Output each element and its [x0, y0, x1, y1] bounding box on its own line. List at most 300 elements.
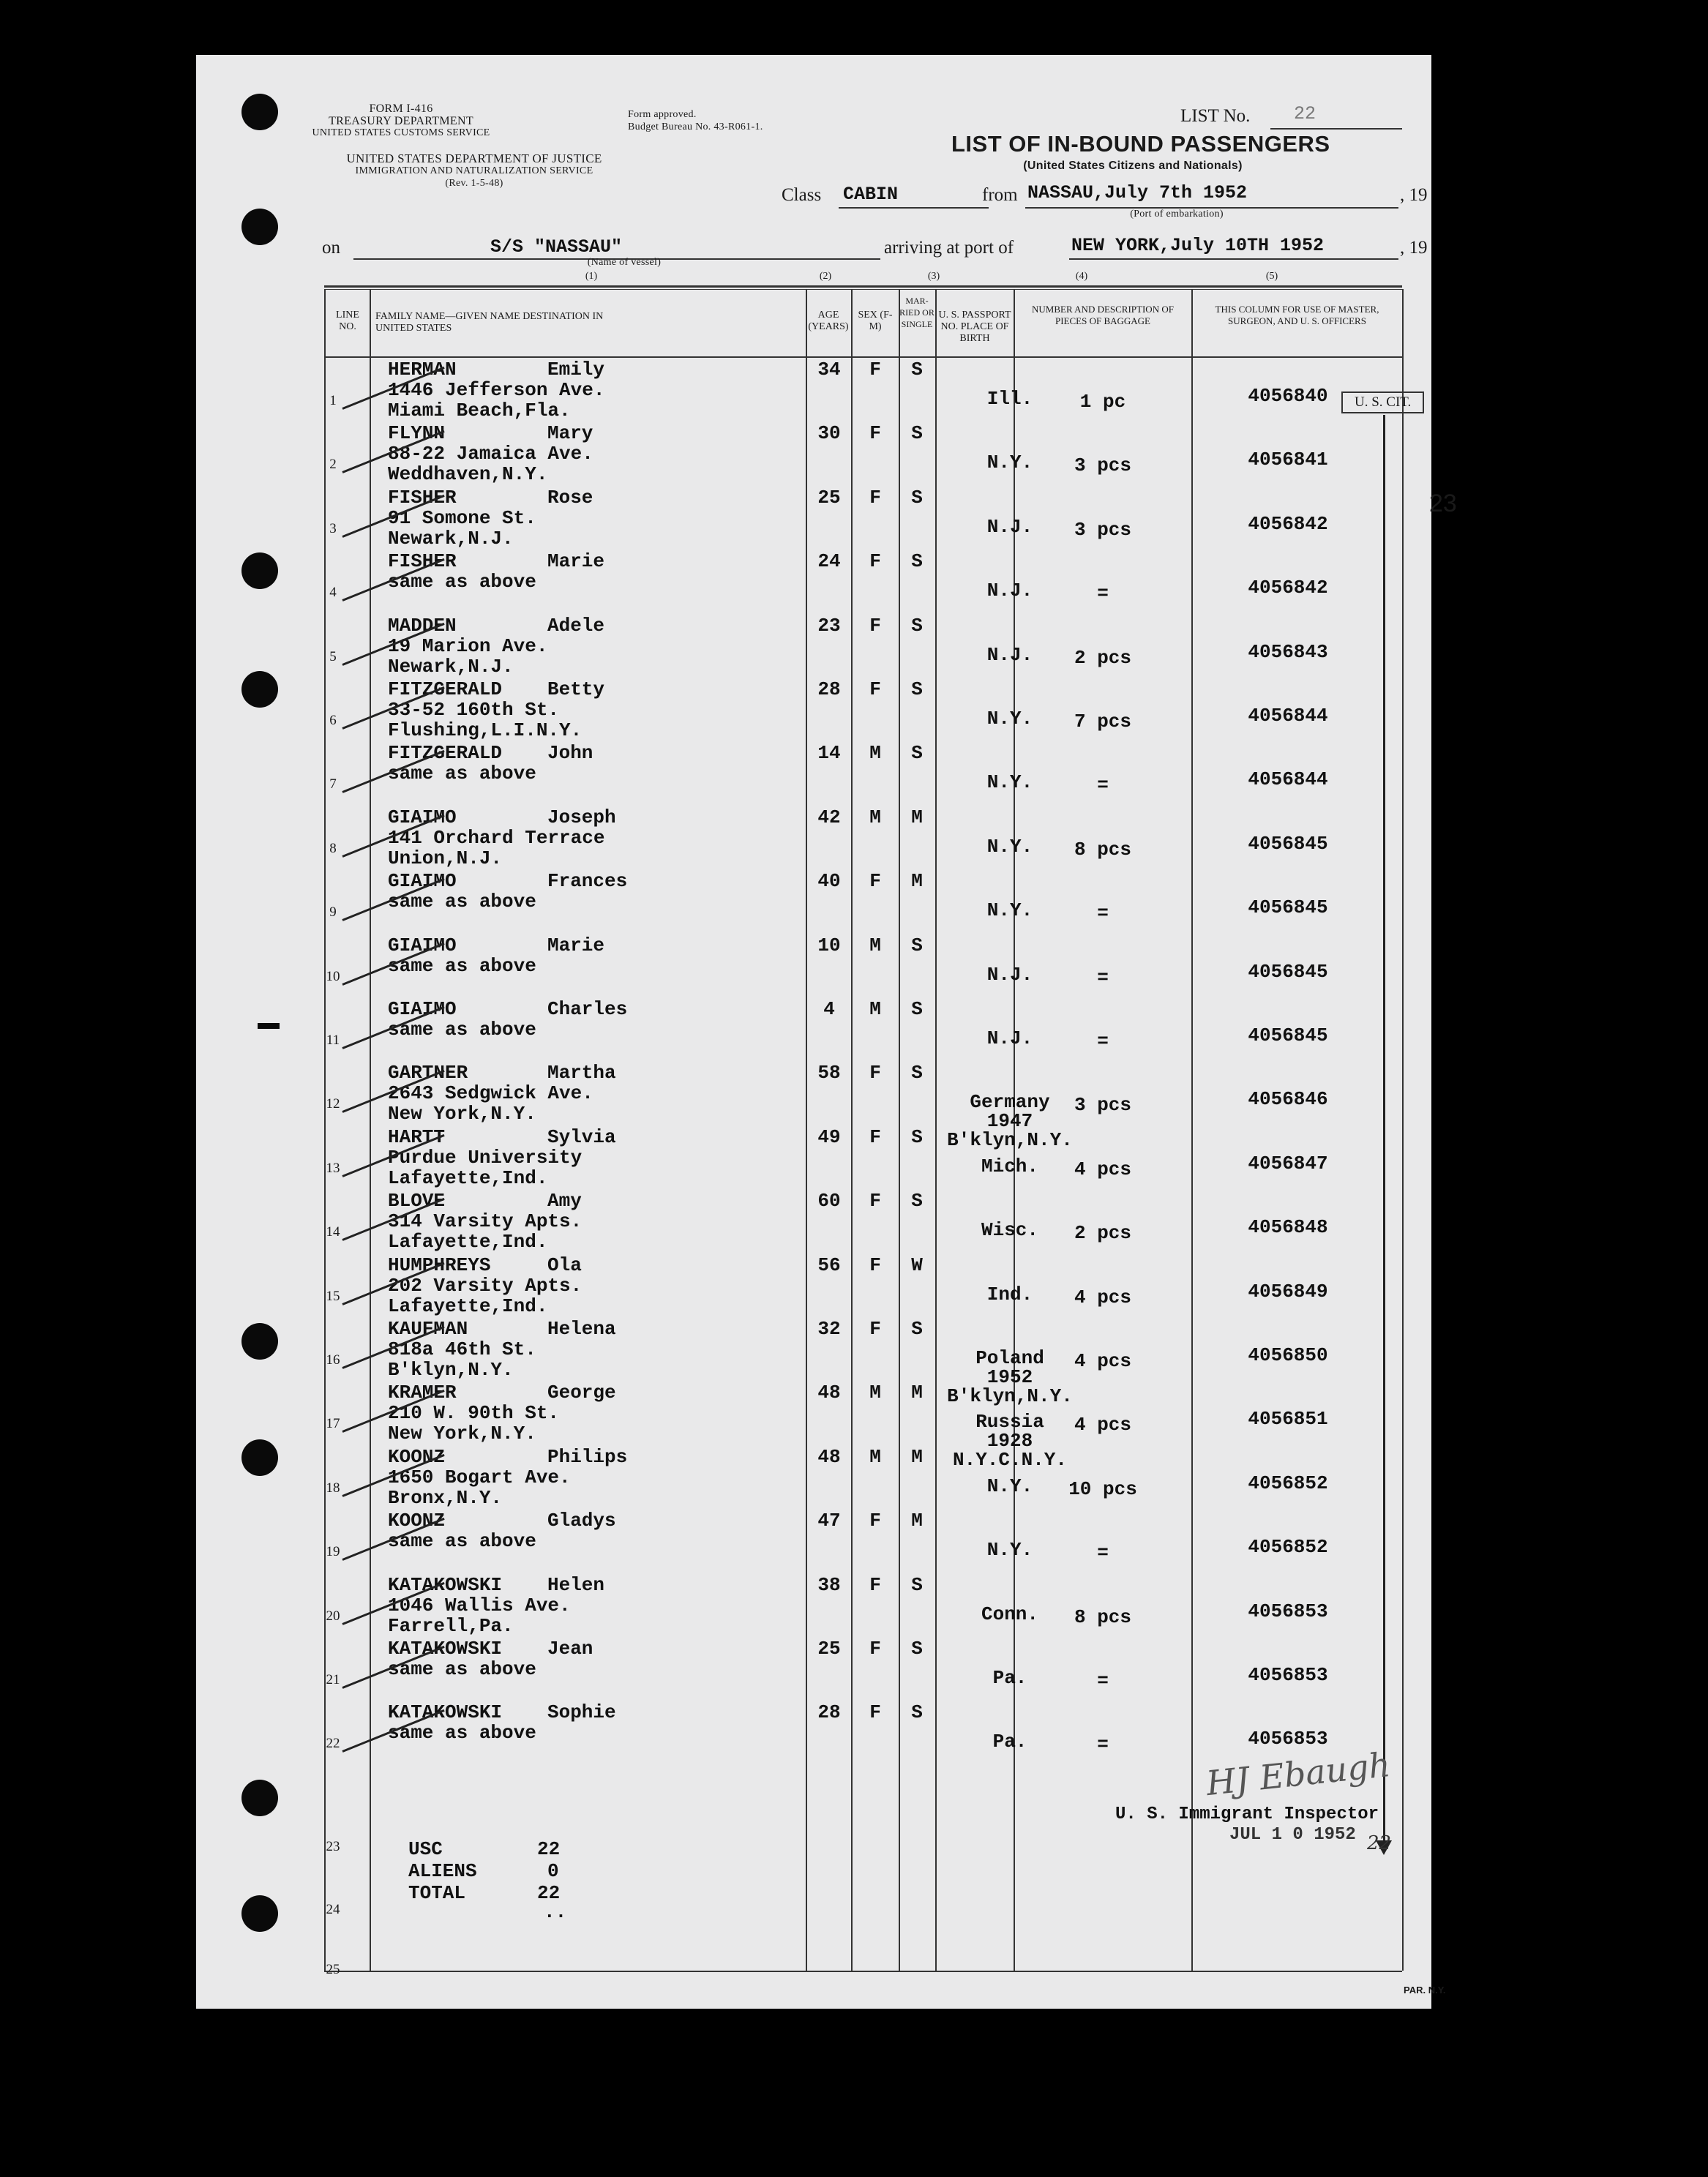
- baggage: 10 pcs: [1068, 1477, 1137, 1500]
- col-header-marital: MAR- RIED OR SINGLE: [899, 296, 934, 329]
- marital-status: S: [911, 614, 923, 637]
- age: 49: [817, 1125, 841, 1148]
- baggage: =: [1097, 966, 1109, 989]
- page-number: 23: [1429, 490, 1457, 517]
- sex: F: [869, 422, 881, 445]
- line-number-23: 23: [326, 1839, 340, 1854]
- family-name: GIAIMO: [388, 998, 457, 1020]
- family-name: FISHER: [388, 550, 457, 573]
- age: 58: [817, 1062, 841, 1084]
- address-line-1: same as above: [388, 1722, 536, 1745]
- from-label: from: [982, 185, 1018, 205]
- address-line-2: Lafayette,Ind.: [388, 1231, 548, 1254]
- baggage: 4 pcs: [1074, 1286, 1131, 1308]
- given-name: Helen: [547, 1573, 605, 1596]
- birth-place: Ind.: [986, 1283, 1033, 1305]
- us-citizen-stamp: U. S. CIT.: [1341, 391, 1424, 413]
- address-line-2: Bronx,N.Y.: [388, 1486, 503, 1509]
- birth-place: N.Y.: [986, 899, 1033, 922]
- table-row: [196, 740, 1431, 804]
- officer-number: 4056842: [1248, 512, 1328, 535]
- line-number: 1: [329, 393, 337, 408]
- officer-number: 4056853: [1248, 1728, 1328, 1750]
- sex: M: [869, 742, 881, 765]
- marital-status: S: [911, 678, 923, 700]
- aliens-count: 0: [547, 1860, 559, 1882]
- baggage: 4 pcs: [1074, 1414, 1131, 1436]
- baggage: 3 pcs: [1074, 454, 1131, 477]
- birth-place: N.Y.: [986, 708, 1033, 730]
- officer-number: 4056849: [1248, 1280, 1328, 1303]
- address-line-1: 88-22 Jamaica Ave.: [388, 443, 593, 465]
- address-line-1: same as above: [388, 571, 536, 593]
- binder-hole-6: [241, 1439, 278, 1476]
- address-line-2: Miami Beach,Fla.: [388, 400, 571, 421]
- given-name: Helena: [547, 1318, 616, 1340]
- family-name: KOONZ: [388, 1510, 446, 1532]
- table-row: [196, 1507, 1431, 1572]
- aliens-label: ALIENS: [408, 1860, 477, 1882]
- usc-label: USC: [408, 1838, 443, 1860]
- binder-hole-2: [241, 209, 278, 245]
- sex: F: [869, 1573, 881, 1596]
- line-number: 20: [326, 1608, 340, 1624]
- age: 56: [817, 1254, 841, 1276]
- officer-number: 4056845: [1248, 832, 1328, 855]
- line-number: 11: [326, 1033, 340, 1048]
- sex: F: [869, 678, 881, 700]
- officer-number: 4056842: [1248, 577, 1328, 599]
- age: 14: [817, 742, 841, 765]
- birth-place: N.J.: [986, 515, 1033, 538]
- table-row: [196, 612, 1431, 677]
- baggage: =: [1097, 1542, 1109, 1565]
- marital-status: M: [911, 806, 923, 828]
- family-name: BLOVE: [388, 1190, 446, 1213]
- line-number: 19: [326, 1544, 340, 1560]
- address-line-1: 19 Marion Ave.: [388, 634, 548, 657]
- line-number: 13: [326, 1160, 340, 1176]
- age: 47: [817, 1510, 841, 1532]
- class-underline: [839, 207, 989, 209]
- family-name: GARTNER: [388, 1062, 468, 1084]
- family-name: GIAIMO: [388, 934, 457, 956]
- arriving-underline: [1069, 258, 1398, 260]
- list-number: 22: [1294, 103, 1316, 124]
- baggage: =: [1097, 1734, 1109, 1756]
- given-name: Adele: [547, 614, 605, 637]
- birth-place: Russia: [975, 1411, 1044, 1434]
- given-name: Charles: [547, 998, 628, 1020]
- marital-status: M: [911, 1510, 923, 1532]
- dept-justice-sub: IMMIGRATION AND NATURALIZATION SERVICE: [355, 165, 593, 176]
- address-line-1: same as above: [388, 954, 536, 977]
- table-bottom-rule: [324, 1971, 1402, 1972]
- col-header-passport: U. S. PASSPORT NO. PLACE OF BIRTH: [938, 310, 1011, 344]
- officer-number: 4056852: [1248, 1536, 1328, 1559]
- address-line-1: 202 Varsity Apts.: [388, 1274, 583, 1297]
- family-name: FLYNN: [388, 422, 446, 445]
- binder-hole-1: [241, 94, 278, 130]
- officer-number: 4056843: [1248, 640, 1328, 663]
- sex: F: [869, 486, 881, 509]
- address-line-1: 1650 Bogart Ave.: [388, 1466, 571, 1488]
- col-num-5: (5): [1265, 271, 1278, 282]
- line-number: 14: [326, 1224, 340, 1240]
- marital-status: M: [911, 1382, 923, 1404]
- marital-status: S: [911, 934, 923, 956]
- address-line-1: same as above: [388, 762, 536, 785]
- baggage: 4 pcs: [1074, 1158, 1131, 1180]
- baggage: 2 pcs: [1074, 1222, 1131, 1245]
- baggage: =: [1097, 1030, 1109, 1052]
- given-name: Sophie: [547, 1701, 616, 1724]
- address-line-1: 210 W. 90th St.: [388, 1402, 560, 1425]
- line-number-25: 25: [326, 1962, 340, 1977]
- given-name: Marie: [547, 934, 605, 956]
- officer-number: 4056852: [1248, 1472, 1328, 1494]
- form-number: FORM I-416: [369, 102, 433, 115]
- birth-place: N.Y.: [986, 835, 1033, 858]
- given-name: Gladys: [547, 1510, 616, 1532]
- naturalized-at: B'klyn,N.Y.: [947, 1129, 1073, 1152]
- address-line-1: same as above: [388, 891, 536, 913]
- birth-place: N.Y.: [986, 1539, 1033, 1562]
- family-name: KAUFMAN: [388, 1318, 468, 1340]
- address-line-2: Flushing,L.I.N.Y.: [388, 719, 583, 741]
- address-line-1: 2643 Sedgwick Ave.: [388, 1082, 593, 1105]
- given-name: Ola: [547, 1254, 582, 1276]
- vessel-caption: (Name of vessel): [587, 257, 662, 268]
- binder-hole-8: [241, 1895, 278, 1932]
- given-name: George: [547, 1382, 616, 1404]
- birth-place: Ill.: [986, 388, 1033, 410]
- baggage: 2 pcs: [1074, 646, 1131, 669]
- year-1: , 19: [1400, 185, 1428, 205]
- from-value: NASSAU,July 7th 1952: [1027, 182, 1248, 203]
- sex: M: [869, 934, 881, 956]
- marital-status: S: [911, 1062, 923, 1084]
- age: 38: [817, 1573, 841, 1596]
- birth-place: N.J.: [986, 963, 1033, 986]
- birth-year: 1928: [986, 1430, 1033, 1453]
- dept-treasury-sub: UNITED STATES CUSTOMS SERVICE: [312, 127, 490, 138]
- age: 34: [817, 359, 841, 381]
- given-name: Amy: [547, 1190, 582, 1213]
- address-line-1: 33-52 160th St.: [388, 699, 560, 721]
- inspection-date-stamp: JUL 1 0 1952: [1229, 1825, 1356, 1845]
- family-name: GIAIMO: [388, 870, 457, 893]
- total-count: 22: [537, 1882, 561, 1904]
- naturalized-at: B'klyn,N.Y.: [947, 1385, 1073, 1407]
- address-line-2: Newark,N.J.: [388, 655, 514, 678]
- address-line-2: Lafayette,Ind.: [388, 1166, 548, 1189]
- line-number: 10: [326, 968, 340, 984]
- officer-number: 4056853: [1248, 1600, 1328, 1622]
- age: 10: [817, 934, 841, 956]
- sex: M: [869, 998, 881, 1020]
- age: 30: [817, 422, 841, 445]
- given-name: Joseph: [547, 806, 616, 828]
- table-row: [196, 932, 1431, 997]
- table-top-rule: [324, 285, 1402, 288]
- birth-place: Mich.: [981, 1155, 1038, 1177]
- manifest-sheet: [196, 55, 1457, 2009]
- age: 24: [817, 550, 841, 573]
- line-number: 21: [326, 1672, 340, 1687]
- col-num-1: (1): [585, 271, 598, 282]
- line-number: 17: [326, 1416, 340, 1432]
- budget-bureau: Budget Bureau No. 43-R061-1.: [628, 121, 763, 132]
- given-name: Marie: [547, 550, 605, 573]
- officer-number: 4056847: [1248, 1152, 1328, 1174]
- baggage: 8 pcs: [1074, 1605, 1131, 1628]
- birth-year: 1947: [986, 1110, 1033, 1133]
- marital-status: S: [911, 1125, 923, 1148]
- address-line-1: 1446 Jefferson Ave.: [388, 379, 605, 401]
- total-extra: ..: [544, 1901, 567, 1923]
- table-row: [196, 1444, 1431, 1508]
- address-line-1: Purdue University: [388, 1146, 583, 1169]
- given-name: Frances: [547, 870, 628, 893]
- baggage: =: [1097, 902, 1109, 925]
- address-line-1: 818a 46th St.: [388, 1338, 536, 1360]
- total-label: TOTAL: [408, 1882, 466, 1904]
- table-row: [196, 804, 1431, 869]
- age: 4: [823, 998, 835, 1020]
- sex: F: [869, 1638, 881, 1660]
- address-line-2: Lafayette,Ind.: [388, 1294, 548, 1317]
- officer-number: 4056846: [1248, 1088, 1328, 1111]
- sex: F: [869, 1062, 881, 1084]
- naturalized-at: N.Y.C.N.Y.: [952, 1449, 1068, 1472]
- col-header-line: LINE NO.: [336, 310, 359, 332]
- address-line-2: Weddhaven,N.Y.: [388, 463, 548, 486]
- address-line-1: same as above: [388, 1019, 536, 1041]
- family-name: HERMAN: [388, 359, 457, 381]
- sex: M: [869, 1445, 881, 1468]
- address-line-2: Farrell,Pa.: [388, 1614, 514, 1637]
- family-name: HUMPHREYS: [388, 1254, 491, 1276]
- sex: M: [869, 1382, 881, 1404]
- col-num-3: (3): [927, 271, 940, 282]
- address-line-2: Union,N.J.: [388, 847, 503, 869]
- sex: F: [869, 1125, 881, 1148]
- form-approved: Form approved.: [628, 109, 697, 120]
- table-row: [196, 676, 1431, 741]
- line-number: 8: [329, 840, 337, 856]
- family-name: GIAIMO: [388, 806, 457, 828]
- address-line-1: 314 Varsity Apts.: [388, 1210, 583, 1233]
- class-label: Class: [782, 185, 822, 205]
- age: 40: [817, 870, 841, 893]
- age: 28: [817, 678, 841, 700]
- vessel-name: S/S "NASSAU": [490, 236, 623, 258]
- given-name: Rose: [547, 486, 593, 509]
- sex: F: [869, 1254, 881, 1276]
- marital-status: W: [911, 1254, 923, 1276]
- officer-number: 4056845: [1248, 1024, 1328, 1046]
- table-row: [196, 996, 1431, 1060]
- baggage: 1 pc: [1079, 391, 1126, 413]
- col-header-officer: THIS COLUMN FOR USE OF MASTER, SURGEON, AND U. S. OFFICERS: [1215, 304, 1379, 326]
- address-line-2: New York,N.Y.: [388, 1103, 536, 1125]
- officer-number: 4056845: [1248, 896, 1328, 919]
- inspector-signature: HJ Ebaugh: [1204, 1744, 1393, 1804]
- table-row: [196, 484, 1431, 549]
- table-row: [196, 420, 1431, 484]
- table-row: [196, 1124, 1431, 1188]
- form-subtitle: (United States Citizens and Nationals): [1023, 160, 1243, 172]
- family-name: KOONZ: [388, 1445, 446, 1468]
- inspector-note: 22: [1367, 1832, 1392, 1854]
- arriving-label: arriving at port of: [884, 238, 1014, 258]
- age: 42: [817, 806, 841, 828]
- family-name: FISHER: [388, 486, 457, 509]
- inspector-title: U. S. Immigrant Inspector: [1115, 1805, 1379, 1824]
- col-num-4: (4): [1075, 271, 1088, 282]
- birth-place: N.Y.: [986, 771, 1033, 794]
- age: 60: [817, 1190, 841, 1213]
- line-number: 2: [329, 457, 337, 473]
- list-label: LIST No.: [1180, 106, 1251, 126]
- address-line-1: 1046 Wallis Ave.: [388, 1594, 571, 1616]
- form-title: LIST OF IN-BOUND PASSENGERS: [951, 131, 1330, 157]
- given-name: Martha: [547, 1062, 616, 1084]
- table-top-rule-2: [324, 289, 1402, 290]
- sex: F: [869, 1190, 881, 1213]
- col-header-baggage: NUMBER AND DESCRIPTION OF PIECES OF BAGGAGE: [1032, 304, 1174, 326]
- marital-status: S: [911, 1638, 923, 1660]
- form-revision: (Rev. 1-5-48): [445, 178, 503, 189]
- table-row: [196, 868, 1431, 932]
- dept-treasury: TREASURY DEPARTMENT: [329, 115, 473, 127]
- birth-place: N.Y.: [986, 451, 1033, 474]
- birth-place: Pa.: [992, 1731, 1027, 1753]
- baggage: =: [1097, 774, 1109, 797]
- usc-count: 22: [537, 1838, 561, 1860]
- col-num-2: (2): [819, 271, 832, 282]
- age: 28: [817, 1701, 841, 1724]
- line-number: 3: [329, 520, 337, 536]
- table-row: [196, 1699, 1431, 1764]
- marital-status: S: [911, 359, 923, 381]
- birth-place: Pa.: [992, 1667, 1027, 1689]
- family-name: FITZGERALD: [388, 742, 503, 765]
- line-number: 18: [326, 1480, 340, 1496]
- officer-number: 4056851: [1248, 1408, 1328, 1431]
- dept-justice: UNITED STATES DEPARTMENT OF JUSTICE: [346, 151, 602, 165]
- sex: F: [869, 614, 881, 637]
- line-number: 7: [329, 776, 337, 793]
- family-name: KATAKOWSKI: [388, 1573, 503, 1596]
- baggage: 3 pcs: [1074, 518, 1131, 541]
- address-line-2: B'klyn,N.Y.: [388, 1359, 514, 1381]
- officer-number: 4056850: [1248, 1344, 1328, 1366]
- family-name: MADDEN: [388, 614, 457, 637]
- printer-mark: PAR. N.Y.: [1404, 1985, 1446, 1996]
- age: 32: [817, 1318, 841, 1340]
- line-number: 4: [329, 585, 337, 601]
- citizen-bracket-line: [1383, 415, 1385, 1849]
- officer-number: 4056840: [1248, 385, 1328, 407]
- sex: F: [869, 870, 881, 893]
- line-number: 15: [326, 1288, 340, 1304]
- col-header-age: AGE (YEARS): [808, 310, 849, 332]
- sex: F: [869, 1510, 881, 1532]
- address-line-1: 141 Orchard Terrace: [388, 826, 605, 849]
- address-line-2: Newark,N.J.: [388, 527, 514, 550]
- table-row: [196, 548, 1431, 612]
- marital-status: S: [911, 550, 923, 573]
- given-name: Sylvia: [547, 1125, 616, 1148]
- family-name: HARTT: [388, 1125, 446, 1148]
- family-name: FITZGERALD: [388, 678, 503, 700]
- baggage: 8 pcs: [1074, 838, 1131, 861]
- marital-status: S: [911, 422, 923, 445]
- line-number: 5: [329, 648, 337, 664]
- address-line-1: same as above: [388, 1658, 536, 1680]
- marital-status: S: [911, 742, 923, 765]
- address-line-1: 91 Somone St.: [388, 506, 536, 529]
- marital-status: S: [911, 486, 923, 509]
- sex: F: [869, 1318, 881, 1340]
- sex: F: [869, 550, 881, 573]
- sex: F: [869, 359, 881, 381]
- binder-hole-5: [241, 1323, 278, 1360]
- given-name: Emily: [547, 359, 605, 381]
- col-header-name: FAMILY NAME—GIVEN NAME DESTINATION IN UNITED STATES: [375, 311, 604, 334]
- given-name: John: [547, 742, 593, 765]
- birth-place: Conn.: [981, 1603, 1038, 1625]
- officer-number: 4056844: [1248, 705, 1328, 727]
- family-name: KATAKOWSKI: [388, 1701, 503, 1724]
- address-line-1: same as above: [388, 1530, 536, 1553]
- birth-place: N.J.: [986, 1027, 1033, 1049]
- age: 23: [817, 614, 841, 637]
- baggage: 4 pcs: [1074, 1350, 1131, 1372]
- marital-status: M: [911, 870, 923, 893]
- marital-status: M: [911, 1445, 923, 1468]
- baggage: =: [1097, 1670, 1109, 1692]
- binder-slot: [258, 1023, 280, 1029]
- given-name: Jean: [547, 1638, 593, 1660]
- line-number: 16: [326, 1352, 340, 1368]
- birth-place: N.J.: [986, 643, 1033, 666]
- birth-place: N.J.: [986, 580, 1033, 602]
- table-row: [196, 1572, 1431, 1636]
- address-line-2: New York,N.Y.: [388, 1423, 536, 1445]
- marital-status: S: [911, 1318, 923, 1340]
- line-number: 9: [329, 904, 337, 921]
- age: 25: [817, 486, 841, 509]
- officer-number: 4056845: [1248, 960, 1328, 983]
- marital-status: S: [911, 1701, 923, 1724]
- sex: F: [869, 1701, 881, 1724]
- officer-number: 4056848: [1248, 1216, 1328, 1239]
- given-name: Mary: [547, 422, 593, 445]
- birth-place: Wisc.: [981, 1219, 1038, 1242]
- birth-place: N.Y.: [986, 1475, 1033, 1497]
- line-number: 12: [326, 1096, 340, 1112]
- line-number: 6: [329, 713, 337, 728]
- family-name: KATAKOWSKI: [388, 1638, 503, 1660]
- binder-hole-3: [241, 552, 278, 589]
- officer-number: 4056841: [1248, 449, 1328, 471]
- binder-hole-4: [241, 671, 278, 708]
- given-name: Philips: [547, 1445, 628, 1468]
- age: 48: [817, 1445, 841, 1468]
